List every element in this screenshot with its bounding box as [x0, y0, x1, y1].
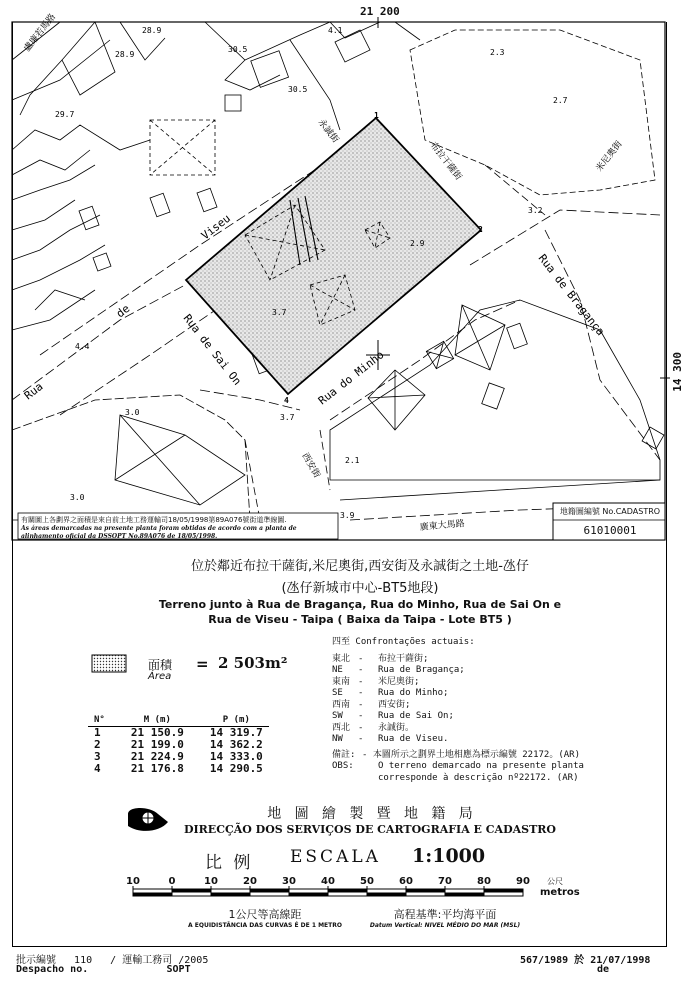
scale-segment	[406, 889, 445, 893]
col-header: M (m)	[111, 714, 190, 727]
datum-pt: Datum Vertical: NIVEL MÉDIO DO MAR (MSL)	[369, 922, 521, 929]
coordinates-table	[88, 714, 269, 775]
corner-1: 1	[374, 111, 379, 120]
elev-label: 3.7	[280, 413, 295, 422]
street-rua-de-braganca: Rua de Bragança	[535, 251, 608, 339]
street-de-left: de	[113, 301, 133, 321]
elev-label: 2.9	[410, 239, 425, 248]
title-zh-2: (氹仔新城市中心-BT5地段)	[281, 581, 439, 596]
confrontacao-row: NW - Rua de Viseu.	[332, 734, 449, 744]
street-zh-lou-kong: 盧廉若馬路	[22, 12, 59, 54]
elev-label: 28.9	[115, 50, 135, 59]
elev-label: 30.5	[288, 85, 308, 94]
corner-2: 2	[478, 225, 483, 234]
street-viseu: Viseu	[198, 211, 233, 243]
note-zh: - 本圖所示之劃界土地相應為標示編號 22172。(AR)	[362, 749, 581, 760]
scale-segment	[289, 893, 328, 897]
bottom-rule	[12, 946, 665, 947]
scale-value: 1:1000	[412, 845, 486, 867]
table-row	[88, 763, 269, 775]
title-pt-1: Terreno junto à Rua de Bragança, Rua do Minho, Rua de Sai On e	[158, 598, 562, 611]
street-zh-min-ho: 米尼奧街	[594, 139, 625, 174]
scale-tick-label: 60	[399, 876, 413, 887]
street-rua-do-minho: Rua do Minho	[315, 348, 387, 408]
scale-unit-zh: 公尺	[547, 877, 563, 886]
scale-segment	[133, 893, 172, 897]
despacho-zh: 批示編號 110 / 運輸工務司 /2005	[16, 955, 209, 966]
scale-bar	[133, 886, 523, 896]
note-pt-2: corresponde à descrição nº22172. (AR)	[378, 772, 579, 783]
cell: 14 333.0	[209, 750, 263, 763]
street-zh-kwong-tung: 廣東大馬路	[419, 519, 466, 533]
lot-bt5	[186, 118, 481, 394]
cell: 21 199.0	[130, 738, 184, 751]
elev-label: 2.7	[553, 96, 568, 105]
confrontacoes	[332, 637, 662, 784]
area-value: 2 503m²	[218, 654, 288, 672]
scale-tick-label: 70	[438, 876, 452, 887]
notice-zh: 有關圖上各劃界之面積是來自前土地工務運輸司18/05/1998第89A076號街道準線圖.	[21, 516, 287, 524]
cell: 2	[94, 738, 101, 751]
scale-tick-label: 50	[360, 876, 374, 887]
street-zh-sai-on: 西安街	[299, 451, 322, 480]
elev-label: 4.1	[328, 26, 343, 35]
confrontacao-row: 西北 - 永誠街。	[332, 722, 415, 733]
scale-tick-label: 40	[321, 876, 335, 887]
title-zh-1: 位於鄰近布拉干薩街,米尼奧街,西安街及永誠街之土地-氹仔	[191, 559, 529, 574]
cell: 21 176.8	[130, 762, 184, 775]
title-pt-2: Rua de Viseu - Taipa ( Baixa da Taipa - Lote BT5 )	[208, 613, 512, 626]
agency-zh: 地 圖 繪 製 暨 地 籍 局	[267, 806, 473, 822]
datum-zh: 高程基準:平均海平面	[393, 908, 497, 921]
cell: 14 290.5	[209, 762, 263, 775]
cadastro-label: 地籍圖編號 No.CADASTRO	[559, 507, 661, 516]
cadastro-number: 61010001	[583, 524, 637, 537]
elev-label: 2.3	[490, 48, 505, 57]
elev-label: 3.0	[70, 493, 85, 502]
notice-pt: As áreas demarcadas na presente planta foram obtidas de acordo com a planta de alinhamento oficial da DSSOPT No.89A076 de 18/05/1998.	[21, 524, 297, 540]
notice-text	[21, 516, 336, 542]
cell: 4	[94, 762, 101, 775]
despacho-pt: Despacho no. SOPT	[16, 964, 191, 975]
cell: 21 224.9	[130, 750, 184, 763]
scale-unit-pt: metros	[540, 887, 580, 898]
scale-segment	[367, 893, 406, 897]
contours-note	[180, 906, 350, 929]
col-header: P (m)	[190, 714, 269, 727]
cell: 14 319.7	[209, 726, 263, 739]
confrontacao-row: SE - Rua do Minho;	[332, 688, 449, 698]
scale-segment	[172, 889, 211, 893]
title-block	[100, 555, 620, 626]
street-rua-left: Rua	[21, 379, 46, 403]
despacho-de: de	[597, 964, 610, 975]
elev-label: 4.4	[75, 342, 90, 351]
scale-tick-label: 0	[168, 876, 176, 887]
street-zh-wing-chit: 永誠街	[315, 117, 341, 146]
dscc-logo	[128, 808, 168, 831]
confrontacao-row: NE - Rua de Bragança;	[332, 665, 465, 675]
scale-segment	[211, 893, 250, 897]
cell: 14 362.2	[209, 738, 263, 751]
scale-tick-label: 30	[282, 876, 296, 887]
note-pt-1: O terreno demarcado na presente planta	[378, 761, 584, 771]
elev-label: 3.0	[125, 408, 140, 417]
note-zh-label: 備註:	[332, 749, 356, 760]
cell: 1	[94, 726, 101, 739]
area-eq: =	[196, 655, 209, 673]
scale-tick-label: 10	[126, 876, 140, 887]
col-header: N°	[88, 714, 111, 727]
cell: 21 150.9	[130, 726, 184, 739]
confrontacoes-title: 四至 Confrontações actuais:	[332, 637, 475, 647]
confrontacao-row: 東南 - 米尼奧街;	[332, 676, 420, 687]
coordinates-table-wrap	[88, 714, 269, 775]
scale-tick-label: 10	[204, 876, 218, 887]
scale-segment	[250, 889, 289, 893]
confrontacao-row: SW - Rua de Sai On;	[332, 711, 454, 721]
elev-label: 29.7	[55, 110, 75, 119]
elev-label: 3.7	[272, 308, 287, 317]
street-zh-braganca: 布拉干薩街	[427, 140, 464, 183]
area-label-zh: 面積	[148, 658, 173, 672]
scale-pt: ESCALA	[290, 847, 381, 867]
note-pt-label: OBS:	[332, 761, 354, 771]
confrontacao-row: 西南 - 西安街;	[332, 699, 411, 710]
scale-tick-label: 20	[243, 876, 257, 887]
confrontacao-row: 東北 - 布拉干薩街;	[332, 653, 429, 664]
agency-pt: DIRECÇÃO DOS SERVIÇOS DE CARTOGRAFIA E CADASTRO	[183, 823, 556, 836]
scale-segment	[445, 893, 484, 897]
scale-tick-label: 80	[477, 876, 491, 887]
contours-pt: A EQUIDISTÂNCIA DAS CURVAS É DE 1 METRO	[188, 922, 342, 929]
top-coordinate: 21 200	[360, 5, 400, 18]
scale-segment	[328, 889, 367, 893]
despacho-date: 567/1989 於 21/07/1998	[520, 955, 651, 966]
scale-tick-label: 90	[516, 876, 530, 887]
cell: 3	[94, 750, 101, 763]
side-coordinate: 14 300	[671, 352, 684, 392]
area-label-pt: Área	[148, 671, 172, 682]
scale-segment	[484, 889, 523, 893]
area-swatch	[92, 655, 126, 672]
contours-zh: 1公尺等高線距	[228, 908, 302, 921]
elev-label: 3.9	[340, 511, 355, 520]
street-rua-de-sai-on: Rua de Sai On	[180, 311, 244, 388]
elev-label: 2.1	[345, 456, 360, 465]
corner-4: 4	[284, 396, 289, 405]
scale-zh: 比 例	[205, 853, 254, 873]
datum-note	[340, 906, 550, 929]
elev-label: 3.2	[528, 206, 543, 215]
elev-label: 30.5	[228, 45, 248, 54]
elev-label: 28.9	[142, 26, 162, 35]
